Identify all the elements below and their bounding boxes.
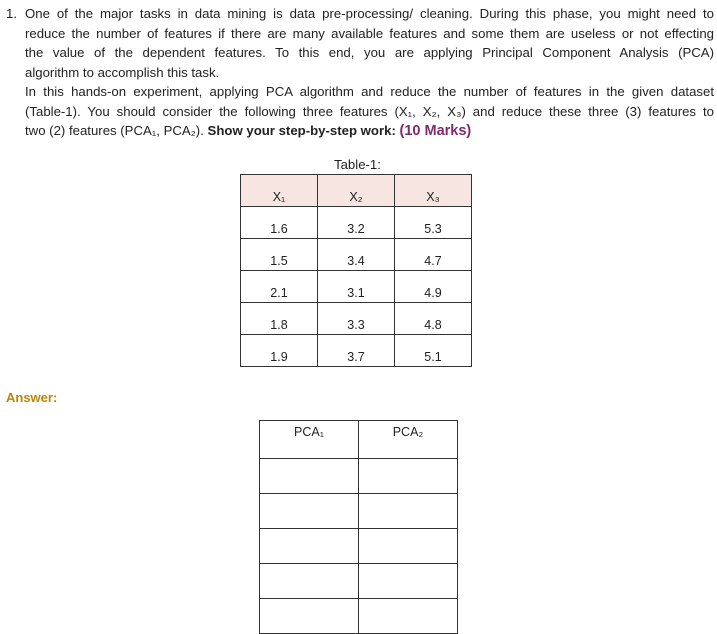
answer-row — [260, 529, 458, 564]
table-cell: 3.1 — [318, 271, 395, 303]
question-number: 1. — [6, 6, 17, 21]
table-row — [241, 303, 472, 335]
table-row — [241, 271, 472, 303]
table-cell: 4.9 — [395, 271, 472, 303]
answer-cell[interactable] — [260, 459, 359, 494]
table-cell: 1.9 — [241, 335, 318, 367]
column-header-x1: X₁ — [241, 175, 318, 207]
table-cell: 3.4 — [318, 239, 395, 271]
answer-row — [260, 564, 458, 599]
table-cell: 1.6 — [241, 207, 318, 239]
question-text-line: In this hands-on experiment, applying PCA algorithm and reduce the number of features in the given dataset — [25, 84, 714, 99]
answer-cell[interactable] — [260, 599, 359, 634]
question-text-line: algorithm to accomplish this task. — [25, 64, 220, 80]
table-cell: 3.2 — [318, 207, 395, 239]
question-text-line: the value of the dependent features. To this end, you are applying Principal Component Analysis (PCA) — [25, 45, 714, 60]
question-line — [6, 24, 714, 44]
question-line — [6, 4, 714, 24]
data-table — [240, 174, 472, 367]
table-cell: 5.3 — [395, 207, 472, 239]
column-header-pca2: PCA₂ — [359, 421, 458, 459]
answer-row — [260, 494, 458, 529]
answer-table — [259, 420, 458, 634]
answer-cell[interactable] — [260, 529, 359, 564]
question-line — [6, 43, 714, 63]
answer-cell[interactable] — [359, 529, 458, 564]
table-cell: 1.8 — [241, 303, 318, 335]
answer-cell[interactable] — [260, 494, 359, 529]
table-cell: 2.1 — [241, 271, 318, 303]
answer-row — [260, 599, 458, 634]
answer-header-row — [260, 421, 458, 459]
answer-cell[interactable] — [359, 599, 458, 634]
table-cell: 1.5 — [241, 239, 318, 271]
answer-label: Answer: — [6, 390, 58, 405]
marks-badge: (10 Marks) — [399, 123, 472, 139]
answer-cell[interactable] — [359, 459, 458, 494]
table-cell: 5.1 — [395, 335, 472, 367]
column-header-x2: X₂ — [318, 175, 395, 207]
question-text-line: (Table-1). You should consider the following three features (X₁, X₂, X₃) and reduce these three (3) features to — [25, 103, 714, 119]
question-last-line — [25, 121, 714, 141]
instruction-text: Show your step-by-step work: — [207, 123, 400, 138]
table-row — [241, 335, 472, 367]
question-text-line: reduce the number of features if there are many available features and some them are useless or not effecting — [25, 25, 714, 41]
table-cell: 4.7 — [395, 239, 472, 271]
question-line — [6, 63, 714, 83]
question-line — [6, 102, 714, 122]
answer-cell[interactable] — [359, 564, 458, 599]
answer-cell[interactable] — [359, 494, 458, 529]
table-cell: 3.3 — [318, 303, 395, 335]
question-line — [6, 121, 714, 141]
question-block — [6, 4, 714, 141]
answer-cell[interactable] — [260, 564, 359, 599]
column-header-pca1: PCA₁ — [260, 421, 359, 459]
table-cell: 3.7 — [318, 335, 395, 367]
table-header-row — [241, 175, 472, 207]
table-row — [241, 239, 472, 271]
table-caption: Table-1: — [334, 157, 381, 172]
table-row — [241, 207, 472, 239]
question-line — [6, 82, 714, 102]
column-header-x3: X₃ — [395, 175, 472, 207]
answer-row — [260, 459, 458, 494]
question-text-line: One of the major tasks in data mining is data pre-processing/ cleaning. During this phase, you might need to — [25, 6, 714, 21]
table-cell: 4.8 — [395, 303, 472, 335]
question-text-line: two (2) features (PCA₁, PCA₂). — [25, 123, 208, 138]
